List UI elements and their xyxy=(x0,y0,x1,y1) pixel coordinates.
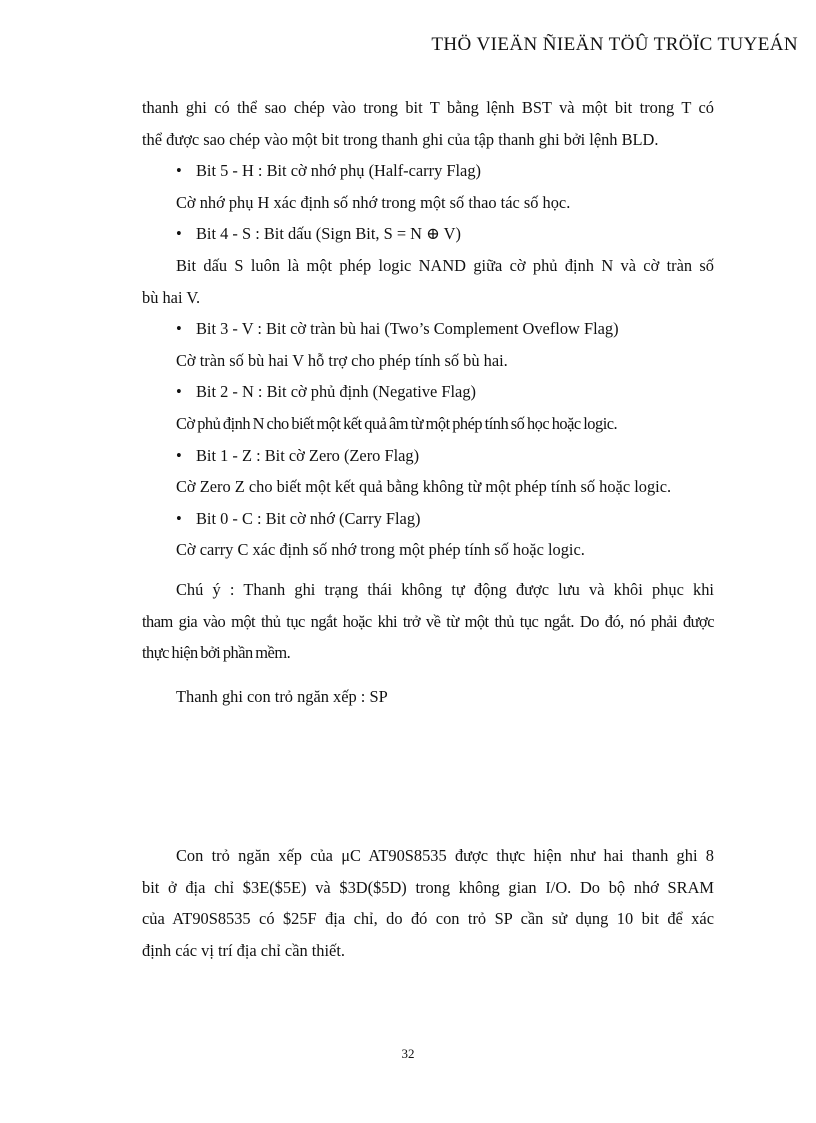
bullet-text: Bit 5 - H : Bit cờ nhớ phụ (Half-carry Flag) xyxy=(196,161,481,181)
bullet-item-bit1 xyxy=(142,440,714,472)
bullet-icon: • xyxy=(176,319,182,339)
bit5-description: Cờ nhớ phụ H xác định số nhớ trong một số thao tác số học. xyxy=(176,192,571,212)
bullet-text: Bit 4 - S : Bit dấu (Sign Bit, S = N ⊕ V) xyxy=(196,224,461,244)
sp-description-line: Con trỏ ngăn xếp của μC AT90S8535 được thực hiện như hai thanh ghi 8 xyxy=(176,846,714,866)
bit2-description: Cờ phủ định N cho biết một kết quả âm từ một phép tính số học hoặc logic. xyxy=(176,413,618,433)
paragraph-line: thanh ghi có thể sao chép vào trong bit T bằng lệnh BST và một bit trong T có xyxy=(142,98,714,117)
bit3-description: Cờ tràn số bù hai V hỗ trợ cho phép tính số bù hai. xyxy=(176,350,508,370)
bullet-item-bit2 xyxy=(142,376,714,408)
note-line: tham gia vào một thủ tục ngắt hoặc khi trở về từ một thủ tục ngắt. Do đó, nó phải được xyxy=(142,611,714,631)
sp-description-line: bit ở địa chỉ $3E($5E) và $3D($5D) trong không gian I/O. Do bộ nhớ SRAM xyxy=(142,877,714,897)
note-line: thực hiện bởi phần mềm. xyxy=(142,643,291,663)
bullet-icon: • xyxy=(176,445,182,465)
sp-section-heading: Thanh ghi con trỏ ngăn xếp : SP xyxy=(176,686,388,706)
bullet-text: Bit 1 - Z : Bit cờ Zero (Zero Flag) xyxy=(196,445,420,465)
bullet-text: Bit 2 - N : Bit cờ phủ định (Negative Flag) xyxy=(196,382,476,402)
bullet-icon: • xyxy=(176,161,182,181)
bullet-item-bit3 xyxy=(142,313,714,345)
bit4-description-line: Bit dấu S luôn là một phép logic NAND giữa cờ phủ định N và cờ tràn số xyxy=(176,255,714,275)
sp-description-line: định các vị trí địa chỉ cần thiết. xyxy=(142,941,345,961)
paragraph-line: thể được sao chép vào một bit trong thanh ghi của tập thanh ghi bởi lệnh BLD. xyxy=(142,129,659,149)
bullet-text: Bit 3 - V : Bit cờ tràn bù hai (Two’s Complement Oveflow Flag) xyxy=(196,319,619,339)
bullet-icon: • xyxy=(176,224,182,244)
page-number: 32 xyxy=(401,1046,415,1061)
bullet-item-bit4 xyxy=(142,218,714,250)
bullet-item-bit0 xyxy=(142,503,714,535)
bullet-item-bit5 xyxy=(142,155,714,187)
note-line: Chú ý : Thanh ghi trạng thái không tự động được lưu và khôi phục khi xyxy=(176,579,714,599)
bullet-icon: • xyxy=(176,508,182,528)
bullet-icon: • xyxy=(176,382,182,402)
bit4-description-line: bù hai V. xyxy=(142,287,201,307)
bit0-description: Cờ carry C xác định số nhớ trong một phép tính số hoặc logic. xyxy=(176,540,585,560)
sp-description-line: của AT90S8535 có $25F địa chỉ, do đó con trỏ SP cần sử dụng 10 bit để xác xyxy=(142,909,714,929)
document-body xyxy=(142,92,714,967)
bullet-text: Bit 0 - C : Bit cờ nhớ (Carry Flag) xyxy=(196,508,421,528)
page-header-title: THÖ VIEÄN ÑIEÄN TÖÛ TRÖÏC TUYEÁN xyxy=(431,34,798,55)
bit1-description: Cờ Zero Z cho biết một kết quả bằng không từ một phép tính số hoặc logic. xyxy=(176,477,672,497)
